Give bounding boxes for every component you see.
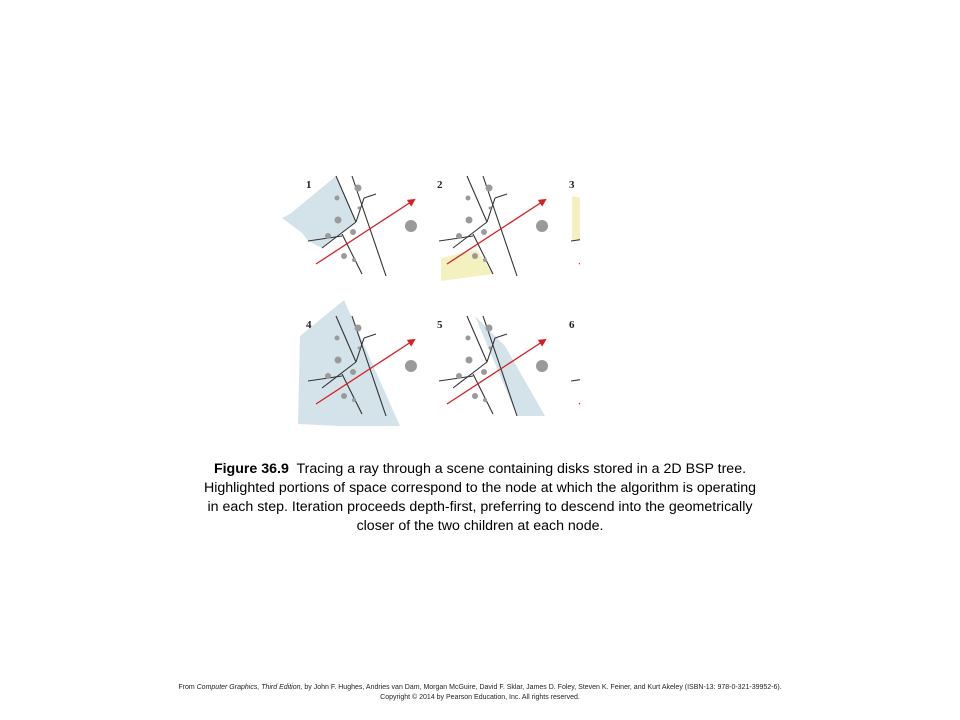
panel-number-label: 4: [306, 319, 312, 331]
scene-disk: [358, 207, 361, 210]
scene-disk: [350, 369, 356, 375]
scene-disk: [472, 253, 478, 259]
scene-disk: [456, 373, 462, 379]
panel-number-label: 1: [306, 179, 312, 191]
scene-disk: [486, 325, 493, 332]
highlight-region: [282, 176, 356, 248]
panel-number-label: 5: [437, 319, 443, 331]
scene-disk: [405, 360, 417, 372]
panel-1: [282, 176, 417, 276]
ray-arrow: [447, 200, 545, 264]
panel-6: [569, 316, 580, 418]
panel-2: [437, 176, 548, 281]
panel-number-label: 6: [569, 319, 575, 331]
bsp-split-line: [356, 198, 364, 222]
scene-disk: [466, 357, 473, 364]
scene-disk: [352, 398, 356, 402]
bsp-split-line: [364, 194, 376, 198]
scene-disk: [341, 393, 347, 399]
copyright-footer: [20, 683, 940, 703]
scene-disk: [341, 253, 347, 259]
highlight-region: [298, 300, 400, 426]
scene-disk: [466, 196, 471, 201]
bsp-split-line: [495, 334, 507, 338]
scene-disk: [405, 220, 417, 232]
scene-disk: [481, 229, 487, 235]
panel-3: [569, 176, 580, 276]
scene-disk: [483, 398, 487, 402]
panel-4: [298, 300, 417, 426]
panel-5: [437, 316, 548, 416]
bsp-split-line: [439, 376, 473, 381]
scene-disk: [489, 207, 492, 210]
scene-disk: [489, 347, 492, 350]
copyright-line: Copyright © 2014 by Pearson Education, Inc. All rights reserved.: [380, 694, 580, 701]
bsp-split-line: [571, 376, 580, 381]
scene-disk: [358, 347, 361, 350]
bsp-split-line: [364, 334, 376, 338]
highlight-region: [572, 196, 580, 240]
scene-disk: [325, 233, 331, 239]
scene-disk: [536, 220, 548, 232]
scene-disk: [350, 229, 356, 235]
scene-disk: [466, 217, 473, 224]
highlight-region: [441, 250, 493, 281]
scene-disk: [456, 233, 462, 239]
book-title: Computer Graphics, Third Edition,: [196, 684, 303, 691]
scene-disk: [355, 325, 362, 332]
bsp-split-line: [439, 236, 473, 241]
scene-disk: [335, 217, 342, 224]
bsp-split-line: [487, 198, 495, 222]
bsp-figure: [280, 168, 580, 438]
scene-disk: [536, 360, 548, 372]
scene-disk: [352, 258, 356, 262]
bsp-split-line: [495, 194, 507, 198]
scene-disk: [335, 357, 342, 364]
panel-number-label: 3: [569, 179, 575, 191]
scene-disk: [481, 369, 487, 375]
panel-number-label: 2: [437, 179, 443, 191]
figure-label: Figure 36.9: [213, 461, 289, 477]
caption-text: Tracing a ray through a scene containing disks stored in a 2D BSP tree. Highlighted portions of space correspond to the node at which the algorithm is operating in each step. Iteration proceeds depth-first, preferring to descend into the geometrically closer of the two children at each node.: [203, 461, 757, 534]
scene-disk: [335, 336, 340, 341]
citation-rest: by John F. Hughes, Andries van Dam, Morgan McGuire, David F. Sklar, James D. Foley, Steven K. Feiner, and Kurt Akeley (ISBN-13: 978-0-321-39952-6).: [302, 684, 782, 691]
ray-arrow: [579, 340, 580, 404]
scene-disk: [355, 185, 362, 192]
scene-disk: [325, 373, 331, 379]
scene-disk: [472, 393, 478, 399]
figure-caption: [200, 460, 760, 536]
citation-prefix: From: [178, 684, 197, 691]
scene-disk: [335, 196, 340, 201]
scene-disk: [483, 258, 487, 262]
citation-line: [20, 683, 940, 693]
bsp-figure-svg: [280, 168, 580, 438]
scene-disk: [486, 185, 493, 192]
scene-disk: [466, 336, 471, 341]
